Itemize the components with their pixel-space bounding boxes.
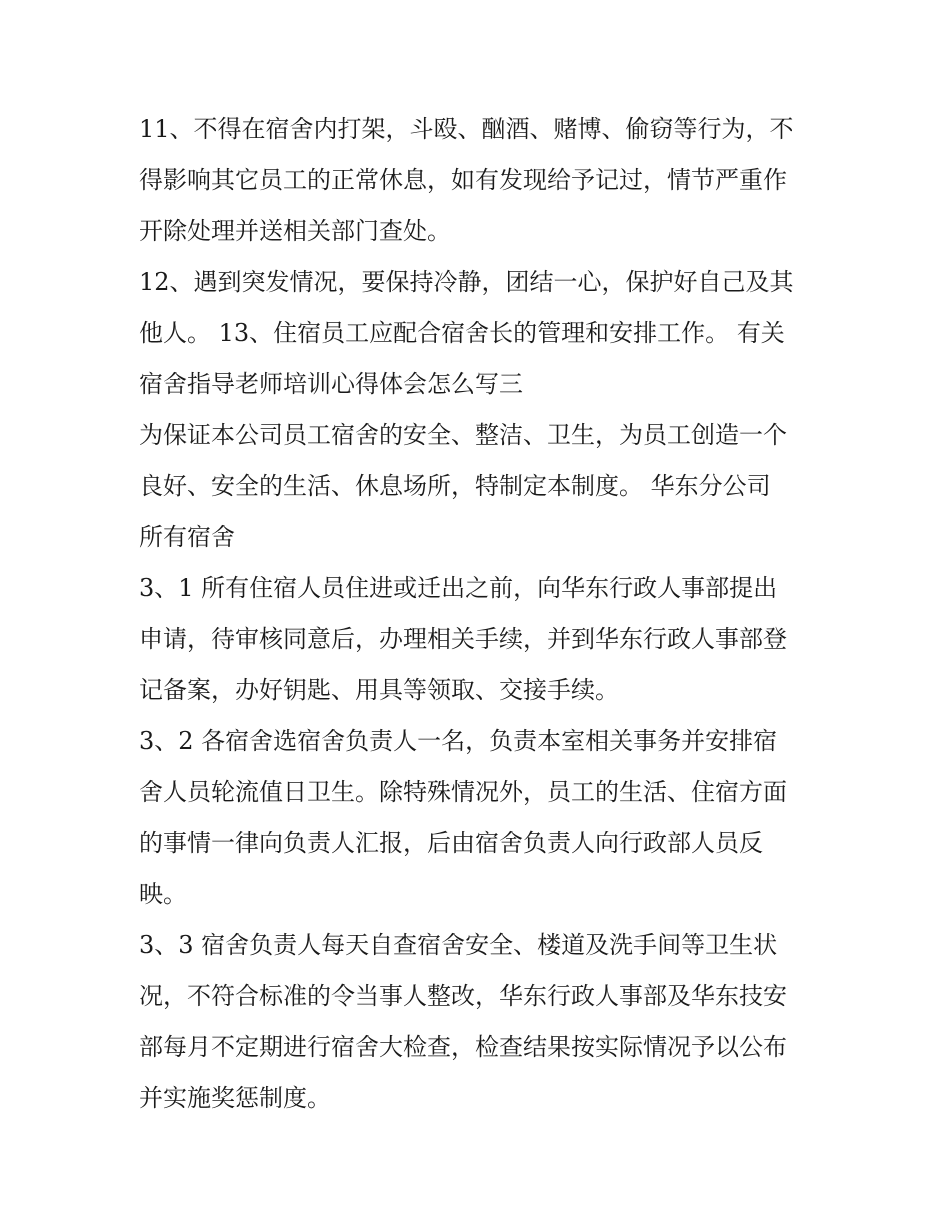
text-line-15: 的事情一律向负责人汇报，后由宿舍负责人向行政部人员反 (139, 829, 763, 857)
text-line-6: 宿舍指导老师培训心得体会怎么写三 (139, 370, 523, 398)
text-line-18: 况，不符合标准的令当事人整改，华东行政人事部及华东技安 (139, 982, 787, 1010)
text-line-19: 部每月不定期进行宿舍大检查，检查结果按实际情况予以公布 (139, 1033, 787, 1061)
text-line-2: 得影响其它员工的正常休息，如有发现给予记过，情节严重作 (139, 166, 787, 194)
text-line-11: 申请，待审核同意后，办理相关手续，并到华东行政人事部登 (139, 625, 787, 653)
text-line-9: 所有宿舍 (139, 523, 235, 551)
text-line-14: 舍人员轮流值日卫生。除特殊情况外，员工的生活、住宿方面 (139, 778, 787, 806)
document-body (139, 104, 819, 1124)
text-line-8: 良好、安全的生活、休息场所，特制定本制度。 华东分公司 (139, 472, 771, 500)
text-line-12: 记备案，办好钥匙、用具等领取、交接手续。 (139, 676, 619, 704)
text-line-13: 3、2 各宿舍选宿舍负责人一名，负责本室相关事务并安排宿 (139, 727, 778, 755)
text-line-10: 3、1 所有住宿人员住进或迁出之前，向华东行政人事部提出 (139, 574, 778, 602)
text-line-16: 映。 (139, 880, 187, 908)
text-line-1: 11、不得在宿舍内打架，斗殴、酗酒、赌博、偷窃等行为，不 (139, 115, 794, 143)
text-line-20: 并实施奖惩制度。 (139, 1084, 331, 1112)
text-line-7: 为保证本公司员工宿舍的安全、整洁、卫生，为员工创造一个 (139, 421, 787, 449)
text-line-3: 开除处理并送相关部门查处。 (139, 217, 451, 245)
text-line-5: 他人。 13、住宿员工应配合宿舍长的管理和安排工作。 有关 (139, 319, 785, 347)
text-line-17: 3、3 宿舍负责人每天自查宿舍安全、楼道及洗手间等卫生状 (139, 931, 778, 959)
text-line-4: 12、遇到突发情况，要保持冷静，团结一心，保护好自己及其 (139, 268, 794, 296)
